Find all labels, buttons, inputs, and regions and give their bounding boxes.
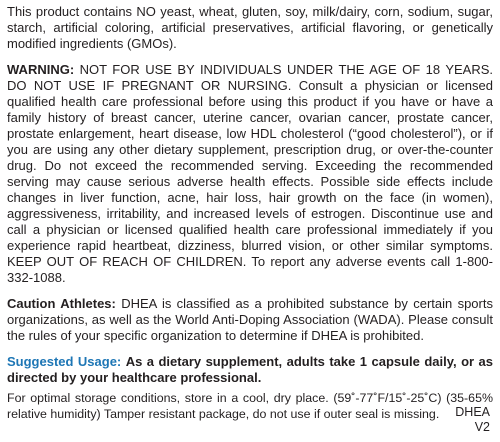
warning-text: NOT FOR USE BY INDIVIDUALS UNDER THE AGE OF 18 YEARS. DO NOT USE IF PREGNANT OR NURSING. Consult a physician or licensed qualified health care professional before using this product if you have or have a family history of breast cancer, uterine cancer, ovarian cancer, prostate cancer, prostate enlargement, heart disease, low HDL cholesterol (“good cholesterol”), or if you are using any other dietary supplement, prescription drug, or over-the-counter drug. Do not exceed the recommended serving. Exceeding the recommended serving may cause serious adverse health effects. Possible side effects include changes in liver function, acne, hair loss, hair growth on the face (in women), aggressiveness, irritability, and increased levels of estrogen. Discontinue use and call a physician or licensed qualified health care professional immediately if you experience rapid heartbeat, dizziness, blurred vision, or other similar symptoms. KEEP OUT OF REACH OF CHILDREN. To report any adverse events call 1-800-332-1088. xyxy=(7,62,493,285)
suggested-usage-paragraph xyxy=(7,354,493,386)
suggested-usage-label: Suggested Usage: xyxy=(7,354,122,369)
allergen-statement: This product contains NO yeast, wheat, gluten, soy, milk/dairy, corn, sodium, sugar, starch, artificial coloring, artificial preservatives, artificial flavoring, or genetically modified ingredients (GMOs). xyxy=(7,4,493,51)
warning-paragraph xyxy=(7,62,493,286)
caution-label: Caution Athletes: xyxy=(7,296,116,311)
caution-paragraph xyxy=(7,296,493,344)
product-code xyxy=(455,405,490,435)
warning-label: WARNING: xyxy=(7,62,75,77)
suggested-usage-text: As a dietary supplement, adults take 1 capsule daily, or as directed by your healthcare professional. xyxy=(7,354,493,385)
product-code-name: DHEA xyxy=(455,405,490,419)
product-code-version: V2 xyxy=(474,420,490,434)
caution-text: DHEA is classified as a prohibited substance by certain sports organizations, as well as the World Anti-Doping Association (WADA). Please consult the rules of your specific organization to determine if DHEA is prohibited. xyxy=(7,296,493,343)
storage-statement: For optimal storage conditions, store in a cool, dry place. (59˚-77˚F/15˚-25˚C) (35-65% relative humidity) Tamper resistant package, do not use if outer seal is missing. xyxy=(7,391,493,421)
